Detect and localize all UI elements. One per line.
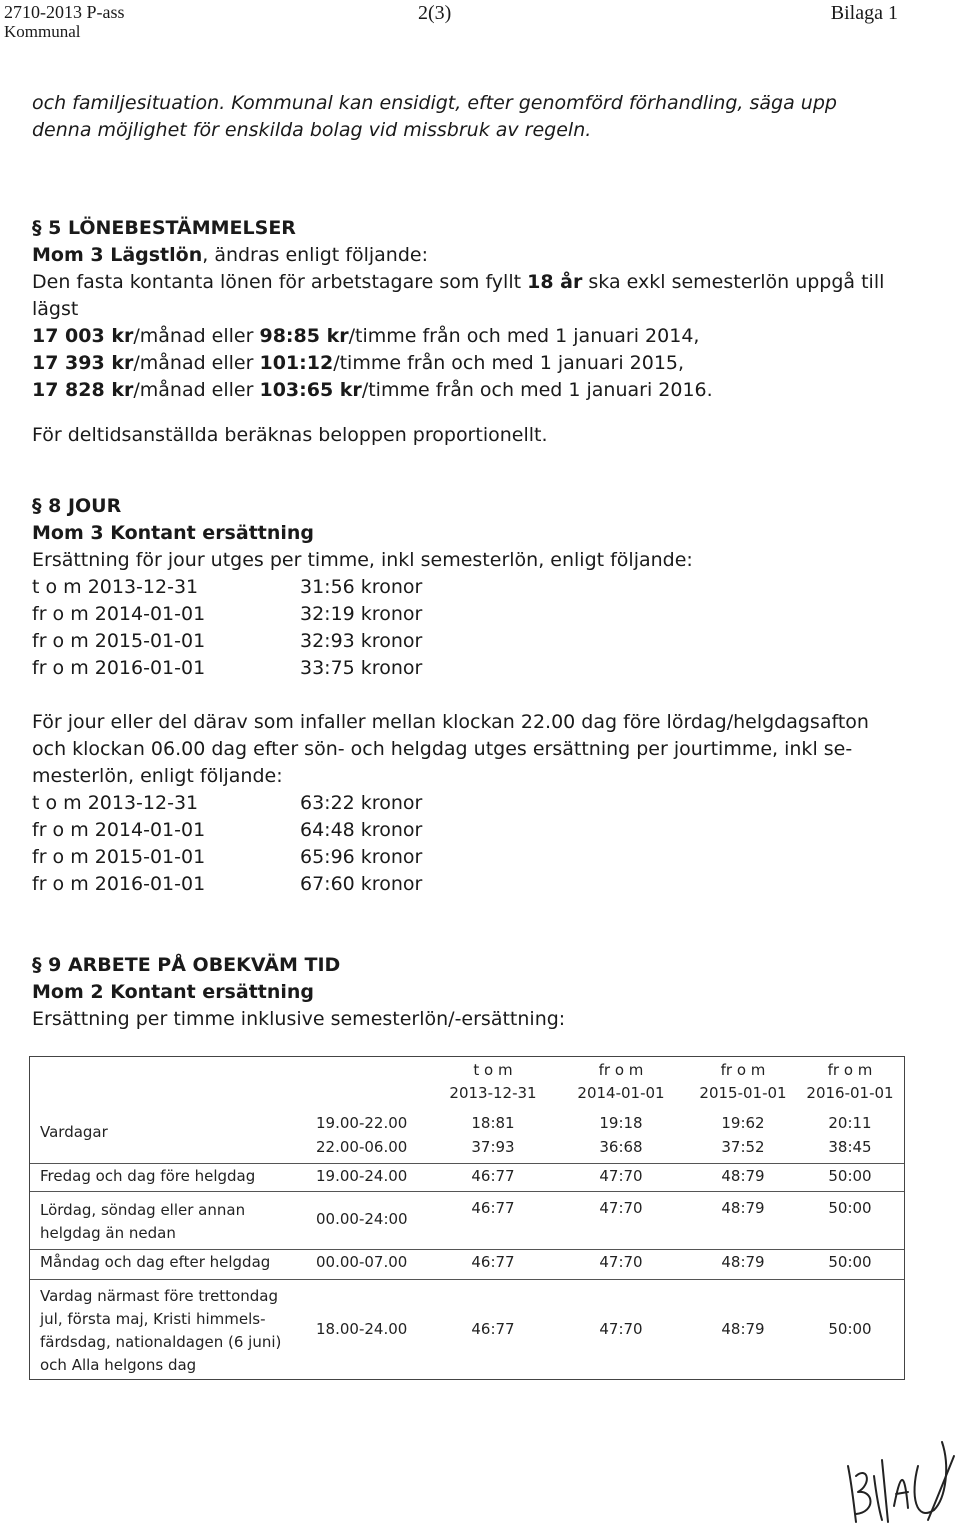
rate-value: 32:19 kronor [300,603,423,625]
part-time-note: För deltidsanställda beräknas beloppen proportionellt. [32,424,548,446]
column-header-date: 2014-01-01 [577,1084,665,1102]
section-9-mom: Mom 2 Kontant ersättning [32,981,315,1003]
row-label-line: och Alla helgons dag [40,1356,197,1374]
cell-value: 50:00 [828,1253,872,1271]
organization-name: Kommunal [4,22,81,41]
appendix-label: Bilaga 1 [830,2,898,24]
header-left [4,2,125,42]
row-divider [30,1191,904,1192]
age-bold: 18 år [527,271,583,293]
cell-value: 20:11 [828,1114,872,1132]
section-9-heading: § 9 ARBETE PÅ OBEKVÄM TID [32,954,341,976]
cell-value: 46:77 [471,1253,515,1271]
row-label-line: färdsdag, nationaldagen (6 juni) [40,1333,282,1351]
rate-row [32,844,912,871]
cell-value: 50:00 [828,1199,872,1217]
cell-value: 47:70 [599,1199,643,1217]
text-part: /timme från och med 1 januari 2015, [333,352,685,374]
cell-value: 48:79 [721,1167,765,1185]
time-range: 19.00-22.00 [316,1114,408,1132]
rate-row [32,817,912,844]
column-header [678,1061,808,1102]
cell-value: 37:52 [721,1138,765,1156]
cell-value: 38:45 [828,1138,872,1156]
column-header-date: 2015-01-01 [699,1084,787,1102]
column-header [556,1061,686,1102]
row-label-line: Vardag närmast före trettondag [40,1287,278,1305]
section-8-heading: § 8 JOUR [32,495,122,517]
rate-period: fr o m 2016-01-01 [32,873,206,895]
row-label [40,1199,245,1245]
text-part: /månad eller [133,352,260,374]
cell-value: 48:79 [721,1320,765,1338]
column-header-top: fr o m [827,1061,873,1079]
text-part: /timme från och med 1 januari 2016. [361,379,713,401]
time-range: 00.00-07.00 [316,1253,408,1271]
rate-value: 67:60 kronor [300,873,423,895]
column-header [428,1061,558,1102]
cell-value: 18:81 [471,1114,515,1132]
mom-rest: , ändras enligt följande: [202,244,428,266]
rate-row [32,790,912,817]
section-9-intro: Ersättning per timme inklusive semesterlön/-ersättning: [32,1008,566,1030]
rate-period: t o m 2013-12-31 [32,792,199,814]
column-header-date: 2013-12-31 [449,1084,537,1102]
jour-paragraph-line-1: För jour eller del därav som infaller mellan klockan 22.00 dag före lördag/helgdagsafton [32,711,869,733]
salary-line-3 [32,377,912,404]
cell [678,1111,808,1159]
row-label: Vardagar [40,1123,108,1141]
time-range: 00.00-24:00 [316,1210,408,1228]
row-label-line: jul, första maj, Kristi himmels- [40,1310,266,1328]
cell-value: 19:62 [721,1114,765,1132]
rate-value: 33:75 kronor [300,657,423,679]
time-range: 22.00-06.00 [316,1138,408,1156]
salary-line-1 [32,323,912,350]
document-body [32,90,912,1033]
cell-value: 46:77 [471,1199,515,1217]
column-header-top: fr o m [598,1061,644,1079]
mom-label: Mom 3 Lägstlön [32,244,203,266]
rate-period: fr o m 2015-01-01 [32,630,206,652]
intro-line-2: denna möjlighet för enskilda bolag vid missbruk av regeln. [32,119,592,141]
rate-row [32,871,912,898]
intro-line-1: och familjesituation. Kommunal kan ensidigt, efter genomförd förhandling, säga upp [32,92,837,114]
rate-row [32,601,912,628]
amount: 17 828 kr [32,379,134,401]
rate-row [32,628,912,655]
column-header [794,1061,906,1102]
text-part: /timme från och med 1 januari 2014, [348,325,700,347]
rate-row [32,574,912,601]
row-label [40,1285,281,1377]
section-5-mom [32,242,912,269]
rate-value: 31:56 kronor [300,576,423,598]
amount: 101:12 [259,352,334,374]
section-8-intro: Ersättning för jour utges per timme, inkl semesterlön, enligt följande: [32,549,693,571]
text-part: ska exkl semesterlön uppgå till [582,271,885,293]
amount: 17 003 kr [32,325,134,347]
row-times [316,1111,407,1159]
text-part: Den fasta kontanta lönen för arbetstagare som fyllt [32,271,528,293]
amount: 17 393 kr [32,352,134,374]
text-part: /månad eller [133,325,260,347]
row-divider [30,1163,904,1164]
compensation-table [29,1056,905,1380]
cell-value: 48:79 [721,1253,765,1271]
rate-period: fr o m 2014-01-01 [32,819,206,841]
rate-period: fr o m 2015-01-01 [32,846,206,868]
jour-paragraph-line-3: mesterlön, enligt följande: [32,765,283,787]
row-label-line: helgdag än nedan [40,1224,176,1242]
amount: 103:65 kr [259,379,362,401]
cell-value: 19:18 [599,1114,643,1132]
cell-value: 46:77 [471,1167,515,1185]
row-divider [30,1279,904,1280]
cell-value: 47:70 [599,1320,643,1338]
text-part: /månad eller [133,379,260,401]
row-label: Fredag och dag före helgdag [40,1167,256,1185]
rate-value: 63:22 kronor [300,792,423,814]
column-header-top: fr o m [720,1061,766,1079]
cell-value: 47:70 [599,1167,643,1185]
rate-row [32,655,912,682]
time-range: 18.00-24.00 [316,1320,408,1338]
page-number: 2(3) [418,2,452,24]
cell [794,1111,906,1159]
cell-value: 46:77 [471,1320,515,1338]
cell-value: 48:79 [721,1199,765,1217]
section-8-mom: Mom 3 Kontant ersättning [32,522,315,544]
cell-value: 37:93 [471,1138,515,1156]
column-header-date: 2016-01-01 [806,1084,894,1102]
rate-period: t o m 2013-12-31 [32,576,199,598]
cell-value: 36:68 [599,1138,643,1156]
cell-value: 47:70 [599,1253,643,1271]
signature-icon [838,1436,956,1526]
jour-paragraph-line-2: och klockan 06.00 dag efter sön- och helgdag utges ersättning per jourtimme, inkl se- [32,738,853,760]
column-header-top: t o m [473,1061,513,1079]
cell [556,1111,686,1159]
row-label-line: Lördag, söndag eller annan [40,1201,246,1219]
cell-value: 50:00 [828,1167,872,1185]
rate-value: 32:93 kronor [300,630,423,652]
document-reference: 2710-2013 P-ass [4,2,125,22]
rate-value: 64:48 kronor [300,819,423,841]
cell [428,1111,558,1159]
rate-value: 65:96 kronor [300,846,423,868]
cell-value: 50:00 [828,1320,872,1338]
rate-period: fr o m 2016-01-01 [32,657,206,679]
time-range: 19.00-24.00 [316,1167,408,1185]
row-divider [30,1249,904,1250]
section-5-heading: § 5 LÖNEBESTÄMMELSER [32,217,296,239]
rate-period: fr o m 2014-01-01 [32,603,206,625]
salary-line-2 [32,350,912,377]
section-5-text [32,269,912,296]
section-5-text-cont: lägst [32,298,79,320]
page-header [0,0,960,48]
amount: 98:85 kr [259,325,349,347]
row-label: Måndag och dag efter helgdag [40,1253,271,1271]
